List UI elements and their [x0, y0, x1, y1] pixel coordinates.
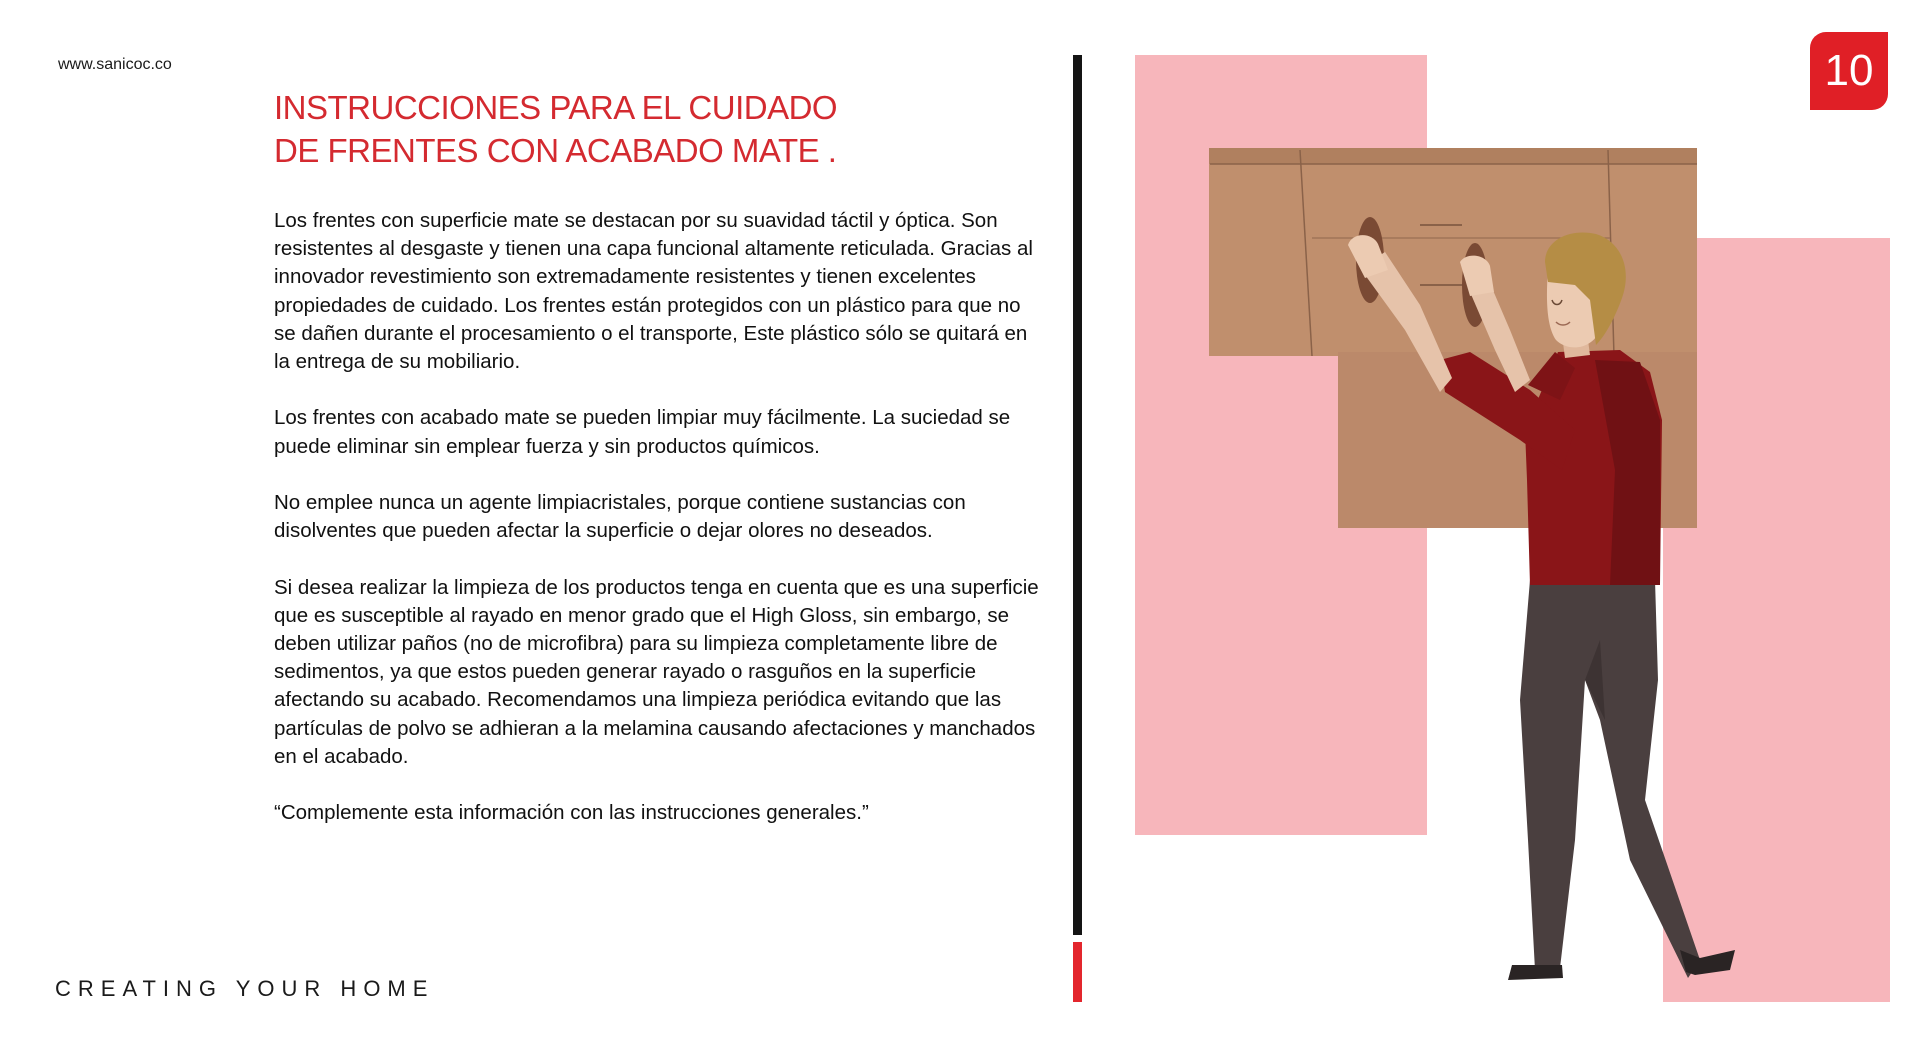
paragraph-4: Si desea realizar la limpieza de los productos tenga en cuenta que es una superficie que es susceptible al rayado en menor grado que el High Gloss, sin embargo, se deben utilizar paños (no de microfibra) para su limpieza completamente libre de sedimentos, ya que estos pueden generar rayado o rasguños en la superficie afectando su acabado. Recomendamos una limpieza periódica evitando que las partículas de polvo se adhieran a la melamina causando afectaciones y manchados en el acabado.	[274, 575, 1039, 768]
paragraph-3: No emplee nunca un agente limpiacristales, porque contiene sustancias con disolventes que pueden afectar la superficie o dejar olores no deseados.	[274, 491, 966, 543]
left-shoe	[1508, 965, 1563, 980]
paragraph-5-quote: “Complemente esta información con las instrucciones generales.”	[274, 801, 869, 825]
title-line-1: INSTRUCCIONES PARA EL CUIDADO	[274, 89, 838, 126]
paragraph-1: Los frentes con superficie mate se destacan por su suavidad táctil y óptica. Son resistentes al desgaste y tienen una capa funcional altamente reticulada. Gracias al innovador revestimiento son extremadamente resistentes y tienen excelentes propiedades de cuidado. Los frentes están protegidos con un plástico para que no se dañen durante el procesamiento o el transporte, Este plástico sólo se quitará en la entrega de su mobiliario.	[274, 209, 1033, 374]
title-line-2: DE FRENTES CON ACABADO MATE .	[274, 132, 837, 169]
paragraph-2: Los frentes con acabado mate se pueden limpiar muy fácilmente. La suciedad se puede eliminar sin emplear fuerza y sin productos químicos.	[274, 406, 1011, 458]
pink-panel-right	[1663, 238, 1890, 1002]
page-number-badge: 10	[1810, 32, 1888, 110]
footer-tagline: CREATING YOUR HOME	[55, 976, 435, 1001]
site-url[interactable]: www.sanicoc.co	[58, 56, 172, 73]
